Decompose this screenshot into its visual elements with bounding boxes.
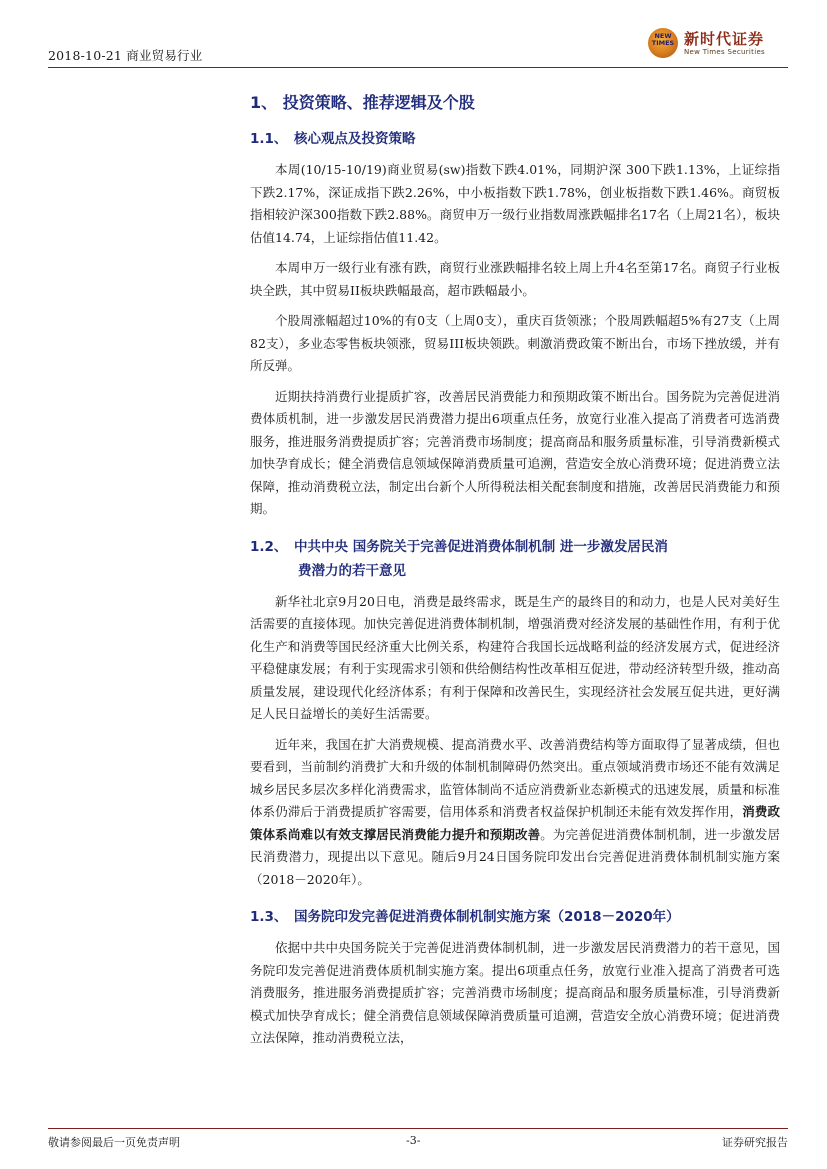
footer-disclaimer: 敬请参阅最后一页免责声明: [48, 1136, 180, 1149]
section-1-1-paragraph: 近期扶持消费行业提质扩容，改善居民消费能力和预期政策不断出台。国务院为完善促进消费体质机制，进一步激发居民消费潜力提出6项重点任务，放宽行业准入提高了消费者可选消费服务，推进服务消费提质扩容；完善消费市场制度；提高商品和服务质量标准，引导消费新模式加快孕育成长；健全消费信息领域保障消费质量可追溯，营造安全放心消费环境；促进消费立法保障，推动消费税立法，制定出台新个人所得税法相关配套制度和措施，改善居民消费能力和预期。: [250, 388, 780, 516]
section-1-1-title: 核心观点及投资策略: [294, 131, 416, 147]
paragraph-emphasis: 消费政策体系尚难以有效支撑居民消费能力提升和预期改善: [250, 804, 780, 842]
company-logo: [648, 24, 788, 64]
section-1-heading: 1、 投资策略、推荐逻辑及个股: [250, 93, 475, 112]
main-content: [250, 80, 780, 1058]
section-1-1-number: 1.1、: [250, 131, 288, 147]
footer-report-type: 证券研究报告: [722, 1136, 788, 1149]
logo-emblem-text: NEW TIMES: [651, 32, 675, 47]
page-number: -3-: [406, 1134, 421, 1147]
section-1-3-heading: [250, 905, 780, 929]
section-1-3-number: 1.3、: [250, 909, 288, 925]
page-header: [48, 24, 788, 70]
section-1-3-paragraph: 依据中共中央国务院关于完善促进消费体制机制，进一步激发居民消费潜力的若干意见，国务院印发完善促进消费体质机制实施方案。提出6项重点任务，放宽行业准入提高了消费者可选消费服务，推进服务消费提质扩容；完善消费市场制度；提高商品和服务质量标准，引导消费新模式加快孕育成长；健全消费信息领域保障消费质量可追溯，营造安全放心消费环境；促进消费立法保障，推动消费税立法，: [250, 940, 780, 1045]
section-1-1-paragraph: 本周申万一级行业有涨有跌，商贸行业涨跌幅排名较上周上升4名至第17名。商贸子行业板块全跌，其中贸易II板块跌幅最高，超市跌幅最小。: [250, 260, 780, 298]
logo-company-subtitle: New Times Securities: [684, 48, 765, 56]
section-1-1-heading: [250, 127, 780, 151]
section-1-1-paragraph: 本周(10/15-10/19)商业贸易(sw)指数下跌4.01%，同期沪深 300下跌1.13%，上证综指下跌2.17%，深证成指下跌2.26%，中小板指数下跌1.78%，创业板指数下跌1.46%。商贸板指相较沪深300指数下跌2.88%。商贸申万一级行业指数周涨跌幅排名17名（上周21名），板块估值14.74，上证综指估值11.42。: [250, 162, 780, 245]
section-1-3-title: 国务院印发完善促进消费体制机制实施方案（2018－2020年）: [294, 909, 680, 925]
section-1-1-paragraph: 个股周涨幅超过10%的有0支（上周0支），重庆百货领涨；个股周跌幅超5%有27支（上周82支），多业态零售板块领涨，贸易III板块领跌。刺激消费政策不断出台，市场下挫放缓，并有所反弹。: [250, 313, 780, 373]
footer-divider: [48, 1128, 788, 1129]
logo-company-name: 新时代证券: [684, 30, 765, 48]
paragraph-text: 近年来，我国在扩大消费规模、提高消费水平、改善消费结构等方面取得了显著成绩，但也要看到，当前制约消费扩大和升级的体制机制障碍仍然突出。重点领域消费市场还不能有效满足城乡居民多层次多样化消费需求，监管体制尚不适应消费新业态新模式的迅速发展，质量和标准体系仍滞后于消费提质扩容需要，信用体系和消费者权益保护机制还未能有效发挥作用，: [250, 736, 780, 819]
section-1-2-paragraph: 新华社北京9月20日电，消费是最终需求，既是生产的最终目的和动力，也是人民对美好生活需要的直接体现。加快完善促进消费体制机制，增强消费对经济发展的基础性作用，有利于优化生产和消费等国民经济重大比例关系，构建符合我国长远战略利益的经济发展方式，促进经济平稳健康发展；有利于实现需求引领和供给侧结构性改革相互促进，带动经济转型升级，推动高质量发展，建设现代化经济体系；有利于保障和改善民生，实现经济社会发展互促共进，更好满足人民日益增长的美好生活需要。: [250, 593, 780, 721]
section-1-2-heading: [250, 535, 780, 583]
header-date-industry: 2018-10-21 商业贸易行业: [48, 48, 203, 63]
paragraph-text: 。为完善促进消费体制机制，进一步激发居民消费潜力，现提出以下意见。随后9月24日国务院印发出台完善促进消费体制机制实施方案（2018－2020年）。: [250, 826, 780, 887]
section-1-2-paragraph: [250, 734, 780, 892]
section-1-2-title: 中共中央 国务院关于完善促进消费体制机制 进一步激发居民消: [294, 538, 668, 555]
section-1-2-title-continued: 费潜力的若干意见: [298, 562, 406, 579]
section-1-2-number: 1.2、: [250, 538, 288, 555]
header-divider: [48, 67, 788, 68]
